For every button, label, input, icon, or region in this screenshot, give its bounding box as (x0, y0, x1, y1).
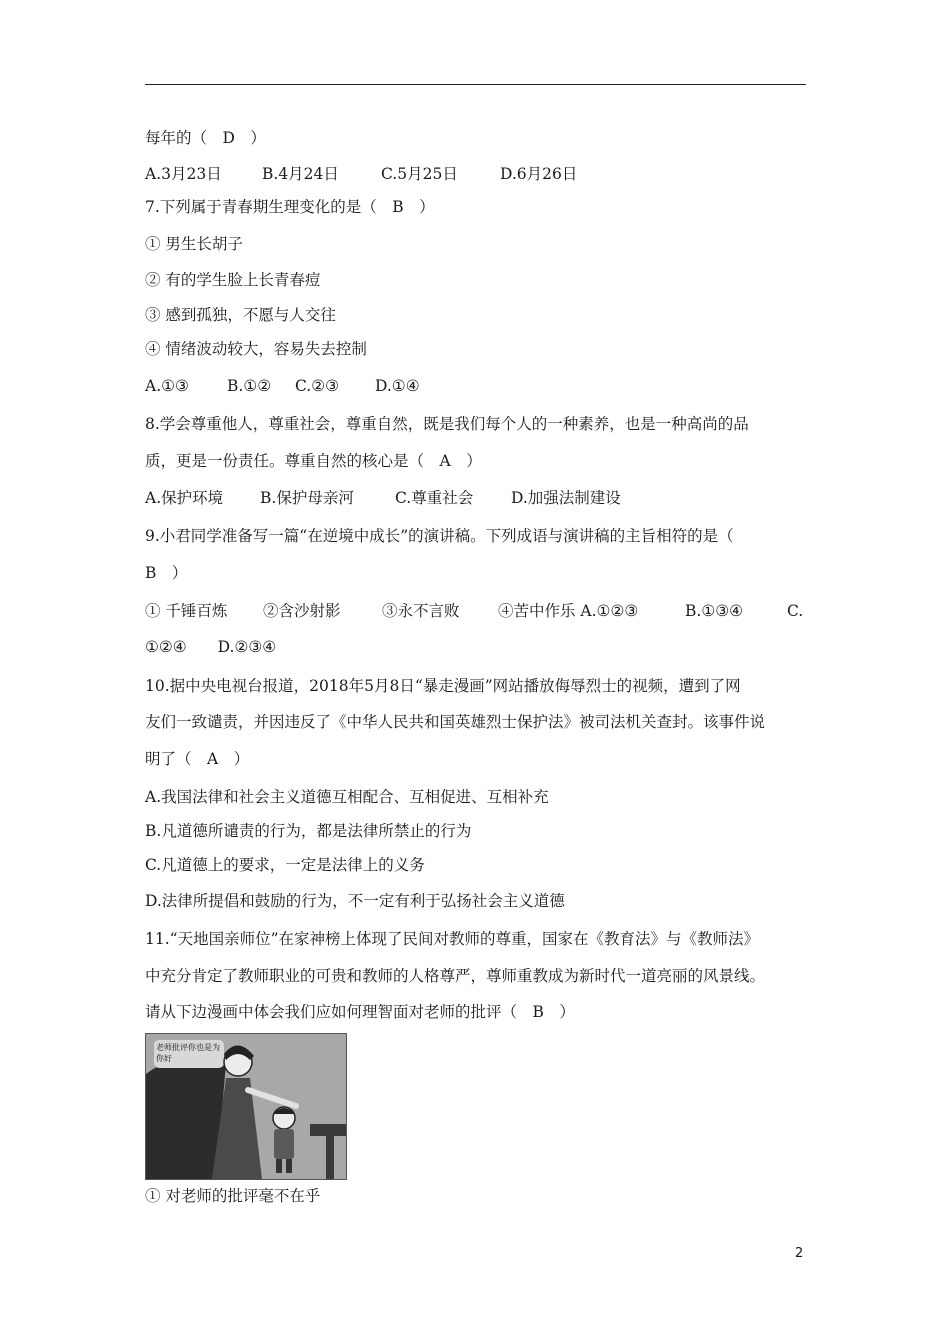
q8-options (145, 487, 806, 509)
q10-option-d: D.法律所提倡和鼓励的行为，不一定有利于弘扬社会主义道德 (145, 892, 565, 910)
q7-options (145, 375, 806, 397)
q9-item-4-option-a: ④苦中作乐 A.①②③ (498, 602, 639, 620)
q7-option-d: D.①④ (375, 377, 420, 395)
q8-option-d: D.加强法制建设 (511, 489, 621, 507)
q10-option-b: B.凡道德所谴责的行为，都是法律所禁止的行为 (145, 822, 472, 840)
q9-option-c: C. (787, 602, 804, 620)
comic-speech-bubble: 老师批评你也是为你好 (156, 1043, 220, 1063)
q7-option-b: B.①② (227, 377, 272, 395)
q9-stem-line-1: 9.小君同学准备写一篇“在逆境中成长”的演讲稿。下列成语与演讲稿的主旨相符的是（ (145, 527, 734, 545)
q10-option-c: C.凡道德上的要求，一定是法律上的义务 (145, 856, 425, 874)
q9-item-1: ① 千锤百炼 (145, 602, 228, 620)
q8-stem-line-2: 质，更是一份责任。尊重自然的核心是（ A ） (145, 452, 482, 470)
q8-stem-line-1: 8.学会尊重他人，尊重社会，尊重自然，既是我们每个人的一种素养，也是一种高尚的品 (145, 415, 749, 433)
q11-item-1: ① 对老师的批评毫不在乎 (145, 1187, 321, 1205)
q8-option-a: A.保护环境 (145, 489, 224, 507)
page-number: 2 (795, 1246, 804, 1261)
q9-item-3: ③永不言败 (382, 602, 460, 620)
q10-stem-line-3: 明了（ A ） (145, 750, 250, 768)
q9-item-2: ②含沙射影 (263, 602, 341, 620)
q6-stem-tail: 每年的（ D ） (145, 129, 266, 147)
q9-items-options (145, 600, 806, 622)
q9-options-tail: ①②④ D.②③④ (145, 638, 277, 656)
q6-option-b: B.4月24日 (262, 165, 339, 183)
q9-option-b: B.①③④ (685, 602, 744, 620)
q7-option-c: C.②③ (295, 377, 340, 395)
q10-option-a: A.我国法律和社会主义道德互相配合、互相促进、互相补充 (145, 788, 549, 806)
q6-option-a: A.3月23日 (145, 165, 222, 183)
q7-item-1: ① 男生长胡子 (145, 235, 243, 253)
q6-option-c: C.5月25日 (381, 165, 458, 183)
q8-option-b: B.保护母亲河 (260, 489, 354, 507)
q9-stem-line-2: B ） (145, 564, 188, 582)
teacher-student-comic (145, 1033, 347, 1180)
q7-stem: 7.下列属于青春期生理变化的是（ B ） (145, 198, 435, 216)
q10-stem-line-1: 10.据中央电视台报道，2018年5月8日“暴走漫画”网站播放侮辱烈士的视频，遭到了网 (145, 677, 741, 695)
q6-option-d: D.6月26日 (500, 165, 578, 183)
q8-option-c: C.尊重社会 (395, 489, 474, 507)
q7-option-a: A.①③ (145, 377, 189, 395)
q7-item-2: ② 有的学生脸上长青春痘 (145, 271, 321, 289)
q11-stem-line-1: 11.“天地国亲师位”在家神榜上体现了民间对教师的尊重，国家在《教育法》与《教师法》 (145, 930, 760, 948)
q11-stem-line-3: 请从下边漫画中体会我们应如何理智面对老师的批评（ B ） (145, 1003, 575, 1021)
header-rule (145, 84, 806, 85)
q7-item-4: ④ 情绪波动较大，容易失去控制 (145, 340, 367, 358)
q6-options (145, 163, 806, 185)
q10-stem-line-2: 友们一致谴责，并因违反了《中华人民共和国英雄烈士保护法》被司法机关查封。该事件说 (145, 713, 766, 731)
q11-stem-line-2: 中充分肯定了教师职业的可贵和教师的人格尊严，尊师重教成为新时代一道亮丽的风景线。 (145, 967, 766, 985)
q7-item-3: ③ 感到孤独，不愿与人交往 (145, 306, 336, 324)
